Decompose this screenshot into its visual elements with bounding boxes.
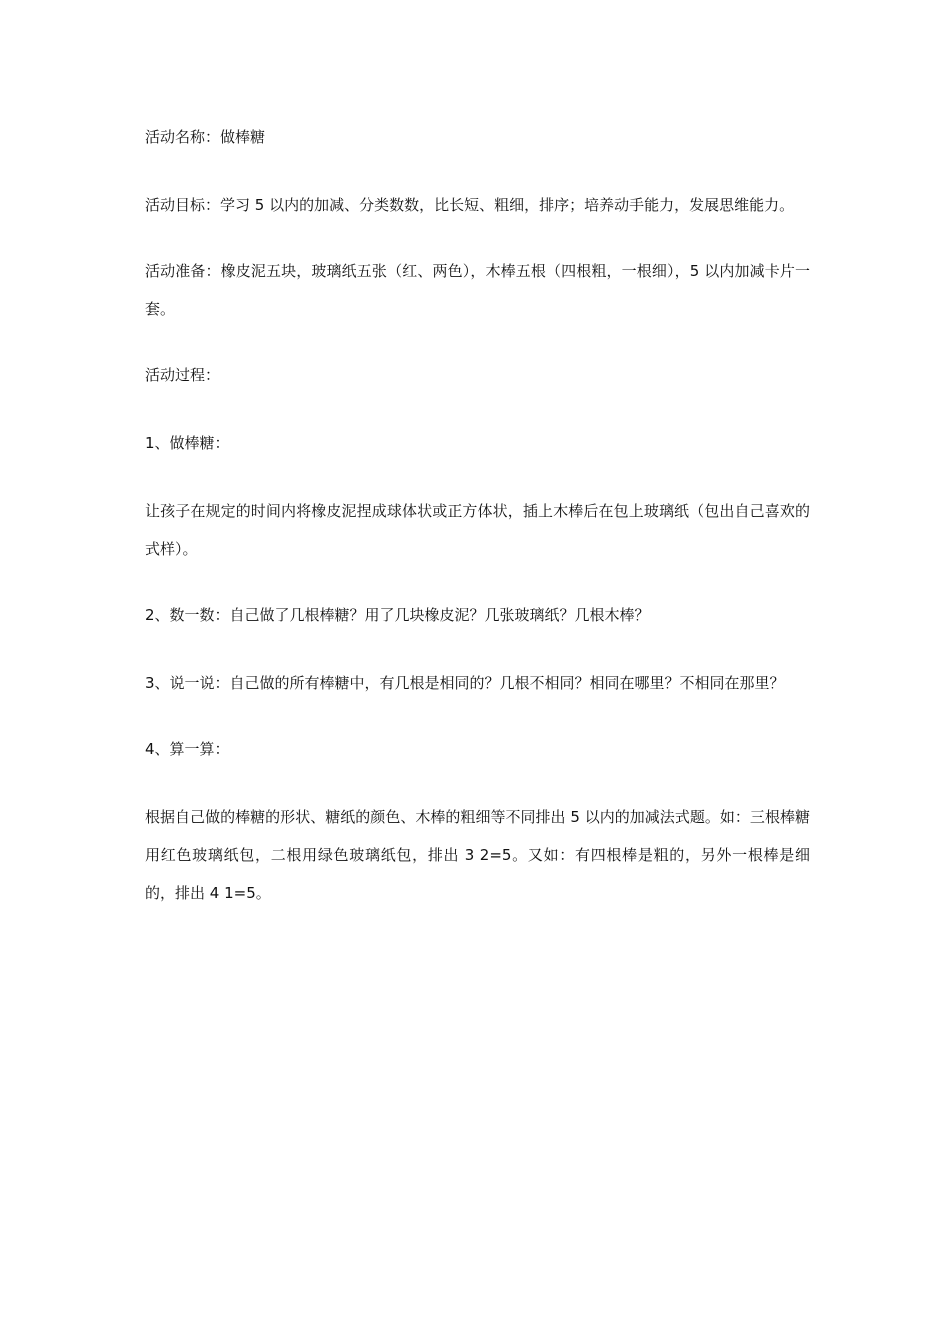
activity-goal: 活动目标：学习 5 以内的加减、分类数数，比长短、粗细，排序；培养动手能力，发展思维能力。	[145, 196, 795, 214]
process-title: 活动过程：	[145, 366, 221, 384]
step4-title: 4、算一算：	[145, 740, 230, 758]
activity-prep: 活动准备：橡皮泥五块，玻璃纸五张（红、两色），木棒五根（四根粗，一根细），5 以内加减卡片一套。	[145, 262, 810, 318]
step1-title: 1、做棒糖：	[145, 434, 230, 452]
step1-body: 让孩子在规定的时间内将橡皮泥捏成球体状或正方体状，插上木棒后在包上玻璃纸（包出自己喜欢的式样）。	[145, 502, 810, 558]
step3: 3、说一说：自己做的所有棒糖中，有几根是相同的？几根不相同？相同在哪里？不相同在那里？	[145, 674, 785, 692]
step2: 2、数一数：自己做了几根棒糖？用了几块橡皮泥？几张玻璃纸？几根木棒？	[145, 606, 650, 624]
activity-name: 活动名称：做棒糖	[145, 128, 266, 146]
step4-body: 根据自己做的棒糖的形状、糖纸的颜色、木棒的粗细等不同排出 5 以内的加减法式题。如：三根棒糖用红色玻璃纸包，二根用绿色玻璃纸包，排出 3 2=5。又如：有四根棒是粗的，另外一根棒是细的，排出 4 1=5。	[145, 808, 810, 902]
document-body	[145, 118, 810, 940]
